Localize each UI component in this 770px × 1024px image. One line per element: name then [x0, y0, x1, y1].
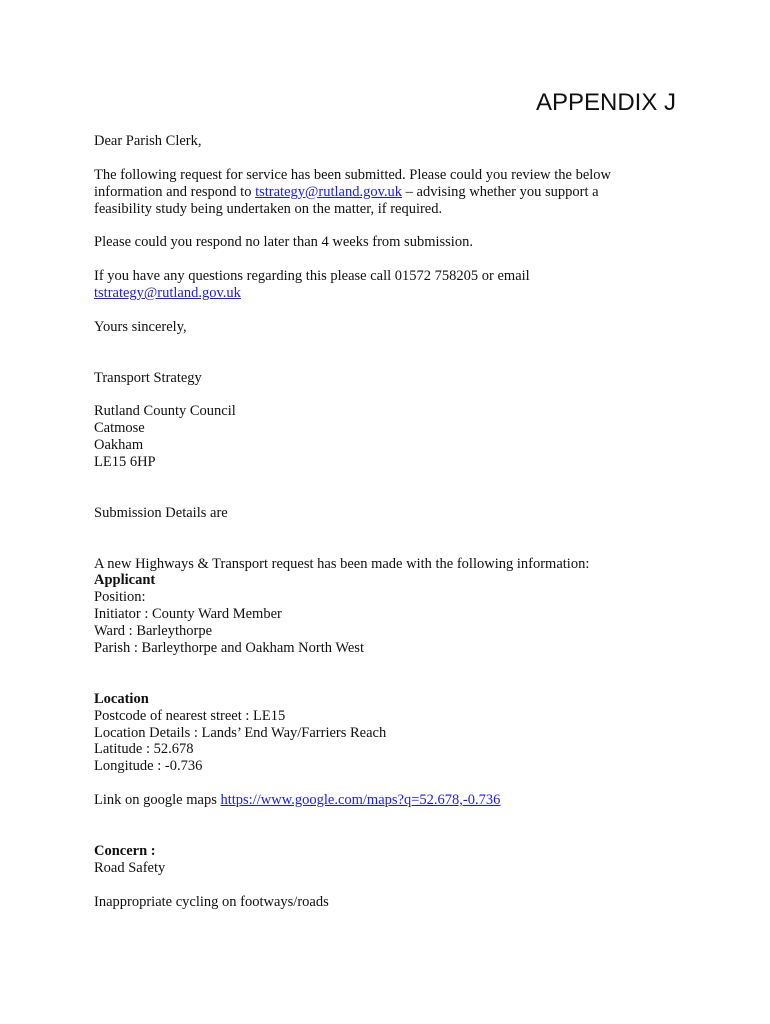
para3-line1: If you have any questions regarding this please call 01572 758205 or email [94, 268, 530, 285]
para1-line3: feasibility study being undertaken on the matter, if required. [94, 200, 443, 217]
maps-prefix: Link on google maps [94, 792, 221, 809]
para1-line2-suffix: – advising whether you support a [402, 183, 599, 200]
location-details: Location Details : Lands’ End Way/Farriers Reach [94, 724, 387, 741]
appendix-heading: APPENDIX J [535, 89, 676, 116]
concern-detail: Inappropriate cycling on footways/roads [94, 893, 329, 910]
applicant-position: Position: [94, 589, 146, 606]
location-longitude: Longitude : -0.736 [94, 758, 203, 775]
salutation: Dear Parish Clerk, [94, 133, 202, 149]
signature-postcode: LE15 6HP [94, 454, 156, 471]
request-line: A new Highways & Transport request has been made with the following information: [94, 555, 590, 572]
location-heading: Location [94, 690, 149, 707]
submission-intro: Submission Details are [94, 504, 228, 521]
para1-line2 [94, 184, 694, 201]
para1-line2-prefix: information and respond to [94, 183, 256, 200]
para3-email-line [94, 285, 694, 302]
concern-heading: Concern : [94, 842, 156, 859]
para1-line1: The following request for service has been submitted. Please could you review the below [94, 166, 612, 183]
location-latitude: Latitude : 52.678 [94, 741, 194, 758]
applicant-parish: Parish : Barleythorpe and Oakham North West [94, 640, 364, 657]
email-link-2[interactable]: tstrategy@rutland.gov.uk [94, 285, 241, 302]
signature-dept: Transport Strategy [94, 369, 202, 386]
google-maps-link[interactable]: https://www.google.com/maps?q=52.678,-0.736 [220, 792, 501, 809]
signature-org: Rutland County Council [94, 403, 236, 420]
letter-body [94, 133, 694, 911]
maps-line [94, 792, 694, 809]
concern-type: Road Safety [94, 859, 166, 876]
signature-addr1: Catmose [94, 420, 145, 437]
email-link[interactable]: tstrategy@rutland.gov.uk [255, 183, 403, 200]
location-postcode: Postcode of nearest street : LE15 [94, 707, 286, 724]
applicant-heading: Applicant [94, 572, 156, 589]
applicant-initiator: Initiator : County Ward Member [94, 606, 282, 623]
signature-addr2: Oakham [94, 437, 144, 454]
para2: Please could you respond no later than 4 weeks from submission. [94, 234, 473, 251]
closing: Yours sincerely, [94, 318, 187, 335]
applicant-ward: Ward : Barleythorpe [94, 623, 213, 640]
